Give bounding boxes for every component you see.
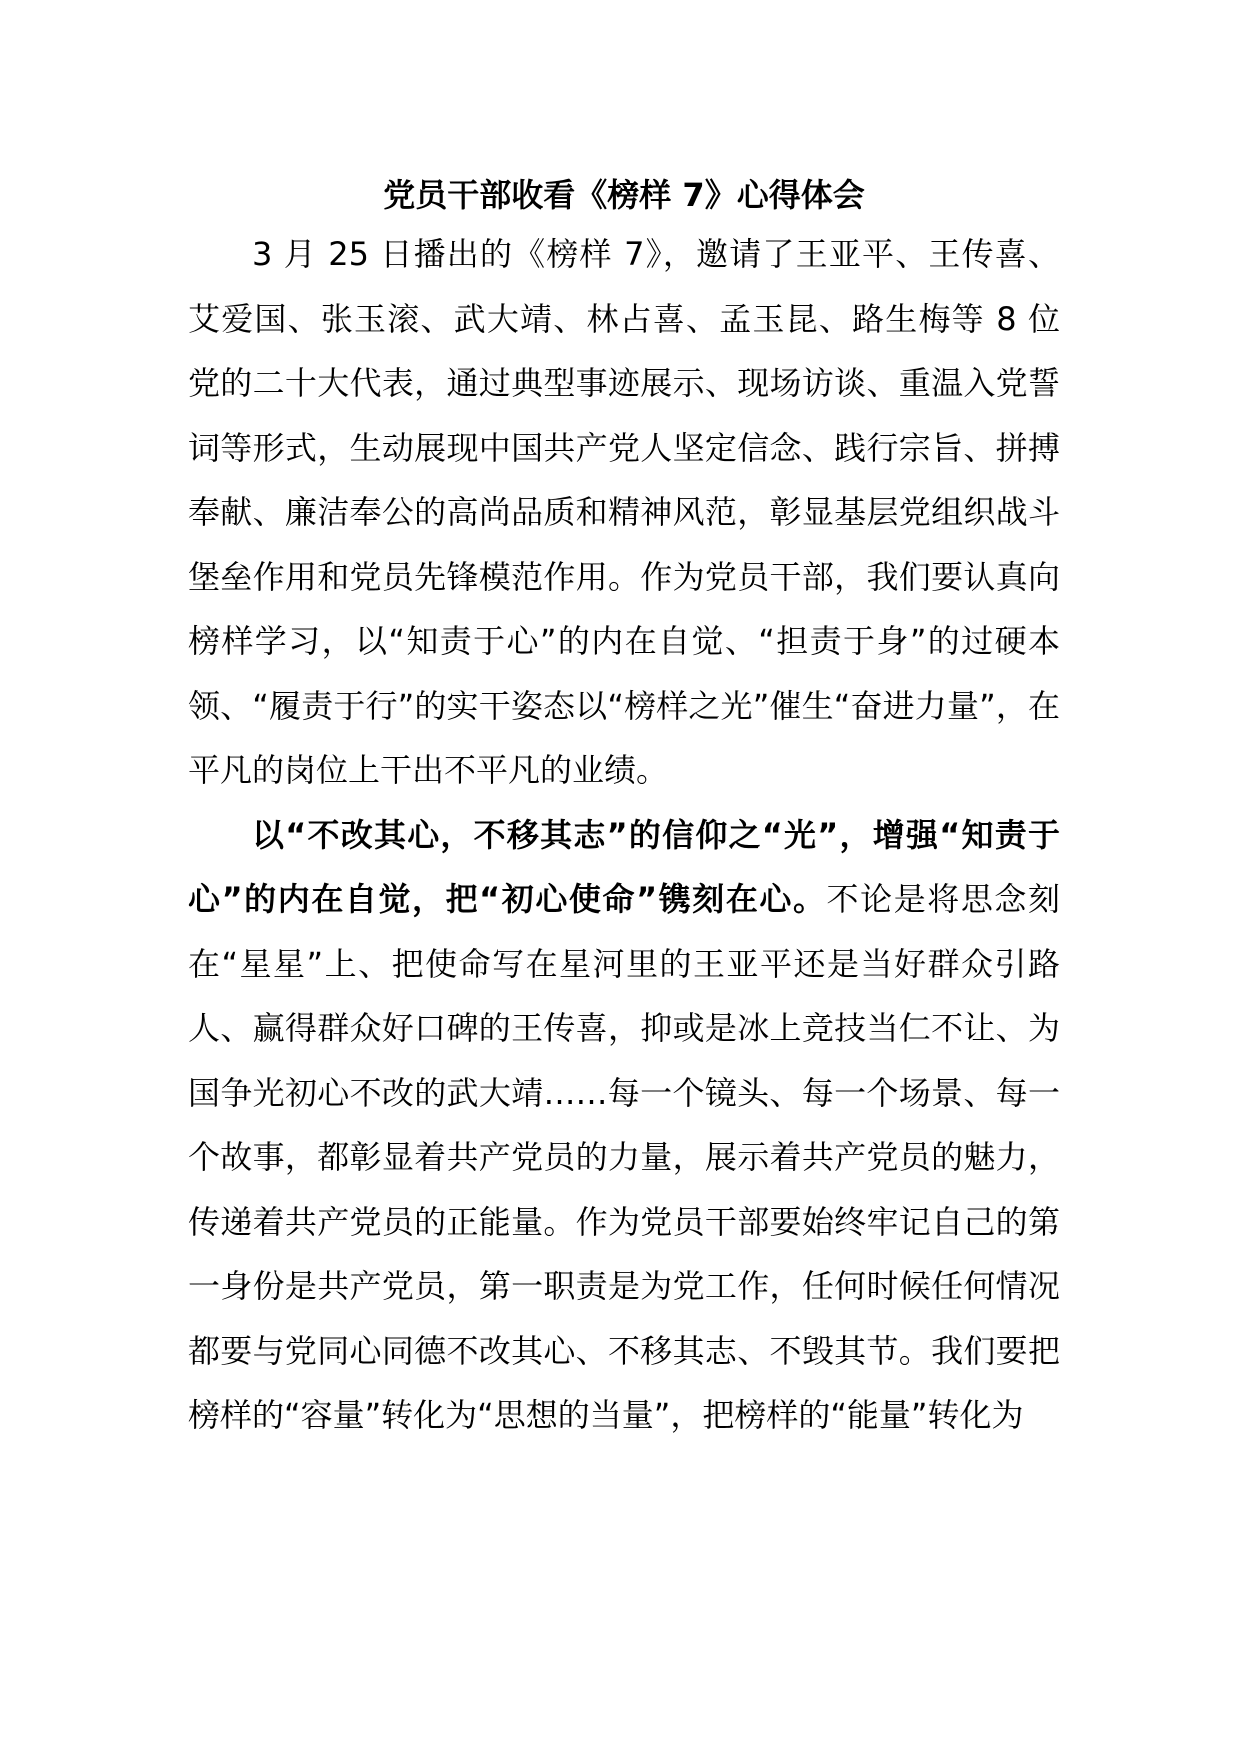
paragraph-section-one [188, 803, 1060, 1448]
document-title: 党员干部收看《榜样 7》心得体会 [383, 176, 865, 214]
paragraph-section-one-text: 不论是将思念刻在“星星”上、把使命写在星河里的王亚平还是当好群众引路人、赢得群众好口碑的王传喜，抑或是冰上竞技当仁不让、为国争光初心不改的武大靖……每一个镜头、每一个场景、每一个故事，都彰显着共产党员的力量，展示着共产党员的魅力，传递着共产党员的正能量。作为党员干部要始终牢记自己的第一身份是共产党员，第一职责是为党工作，任何时候任何情况都要与党同心同德不改其心、不移其志、不毁其节。我们要把榜样的“容量”转化为“思想的当量”，把榜样的“能量”转化为 [188, 880, 1060, 1434]
paragraph-section-one-heading: 以“不改其心，不移其志”的信仰之“光”，增强“知责于心”的内在自觉，把“初心使命”镌刻在心。 [188, 815, 1060, 918]
paragraph-intro-text: 3 月 25 日播出的《榜样 7》，邀请了王亚平、王传喜、艾爱国、张玉滚、武大靖、林占喜、孟玉昆、路生梅等 8 位党的二十大代表，通过典型事迹展示、现场访谈、重温入党誓词等形式，生动展现中国共产党人坚定信念、践行宗旨、拼搏奉献、廉洁奉公的高尚品质和精神风范，彰显基层党组织战斗堡垒作用和党员先锋模范作用。作为党员干部，我们要认真向榜样学习，以“知责于心”的内在自觉、“担责于身”的过硬本领、“履责于行”的实干姿态以“榜样之光”催生“奋进力量”，在平凡的岗位上干出不平凡的业绩。 [188, 235, 1060, 789]
paragraph-intro [188, 222, 1060, 803]
document-page [188, 170, 1060, 1448]
